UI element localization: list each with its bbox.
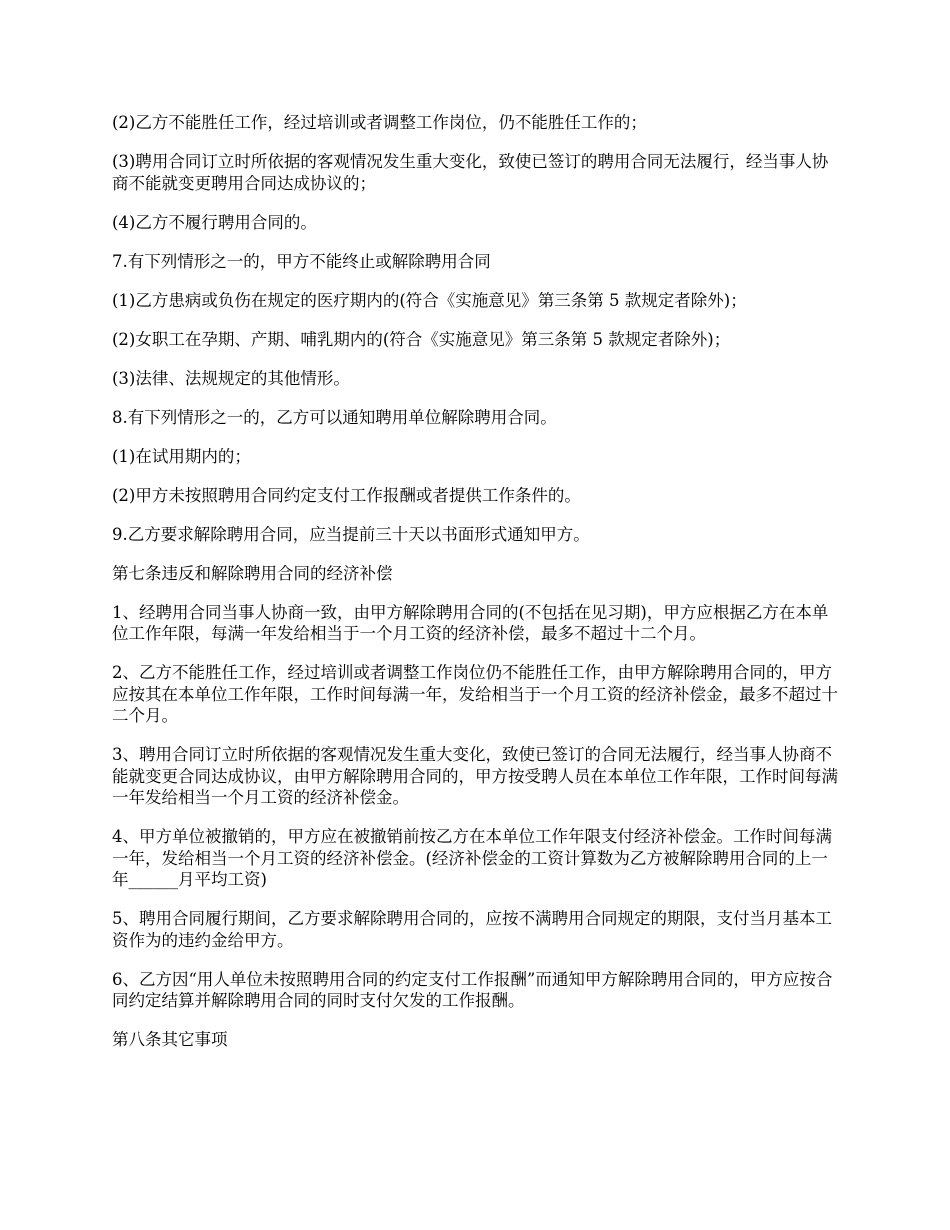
article-7-clause-2: 2、乙方不能胜任工作，经过培训或者调整工作岗位仍不能胜任工作，由甲方解除聘用合同的，甲方应按其在本单位工作年限，工作时间每满一年，发给相当于一个月工资的经济补偿金，最多不超过十二个月。 bbox=[112, 663, 838, 725]
article-8-heading: 第八条其它事项 bbox=[112, 1030, 228, 1049]
item-8-clause-2: (2)甲方未按照聘用合同约定支付工作报酬或者提供工作条件的。 bbox=[112, 485, 581, 505]
item-7-clause-2: (2)女职工在孕期、产期、哺乳期内的(符合《实施意见》第三条第 5 款规定者除外)； bbox=[112, 329, 731, 349]
article-7-heading: 第七条违反和解除聘用合同的经济补偿 bbox=[112, 563, 393, 583]
article-7-clause-3: 3、聘用合同订立时所依据的客观情况发生重大变化，致使已签订的合同无法履行，经当事人协商不能就变更合同达成协议，由甲方解除聘用合同的，甲方按受聘人员在本单位工作年限，工作时间每满一年发给相当一个月工资的经济补偿金。 bbox=[112, 745, 838, 807]
item-7-clause-3: (3)法律、法规规定的其他情形。 bbox=[112, 368, 350, 388]
item-8-clause-1: (1)在试用期内的； bbox=[112, 446, 251, 466]
item-9: 9.乙方要求解除聘用合同，应当提前三十天以书面形式通知甲方。 bbox=[112, 524, 590, 544]
article-7-clause-6: 6、乙方因“用人单位未按照聘用合同的约定支付工作报酬”而通知甲方解除聘用合同的，甲方应按合同约定结算并解除聘用合同的同时支付欠发的工作报酬。 bbox=[112, 969, 833, 1010]
item-7-heading: 7.有下列情形之一的，甲方不能终止或解除聘用合同 bbox=[112, 251, 491, 271]
document-page bbox=[112, 112, 842, 1068]
clause-4-breach: (4)乙方不履行聘用合同的。 bbox=[112, 212, 317, 232]
article-7-clause-4: 4、甲方单位被撤销的，甲方应在被撤销前按乙方在本单位工作年限支付经济补偿金。工作时间每满一年，发给相当一个月工资的经济补偿金。(经济补偿金的工资计算数为乙方被解除聘用合同的上一年______月平均工资) bbox=[112, 827, 832, 889]
article-7-clause-1: 1、经聘用合同当事人协商一致，由甲方解除聘用合同的(不包括在见习期)，甲方应根据乙方在本单位工作年限，每满一年发给相当于一个月工资的经济补偿，最多不超过十二个月。 bbox=[112, 602, 829, 643]
article-7-clause-5: 5、聘用合同履行期间，乙方要求解除聘用合同的，应按不满聘用合同规定的期限，支付当月基本工资作为的违约金给甲方。 bbox=[112, 909, 832, 950]
item-8-heading: 8.有下列情形之一的，乙方可以通知聘用单位解除聘用合同。 bbox=[112, 407, 557, 427]
clause-2-unable-to-perform: (2)乙方不能胜任工作，经过培训或者调整工作岗位，仍不能胜任工作的； bbox=[112, 113, 647, 132]
item-7-clause-1: (1)乙方患病或负伤在规定的医疗期内的(符合《实施意见》第三条第 5 款规定者除外)； bbox=[112, 290, 747, 310]
clause-3-circumstance-change: (3)聘用合同订立时所依据的客观情况发生重大变化，致使已签订的聘用合同无法履行，经当事人协商不能就变更聘用合同达成协议的； bbox=[112, 152, 829, 193]
